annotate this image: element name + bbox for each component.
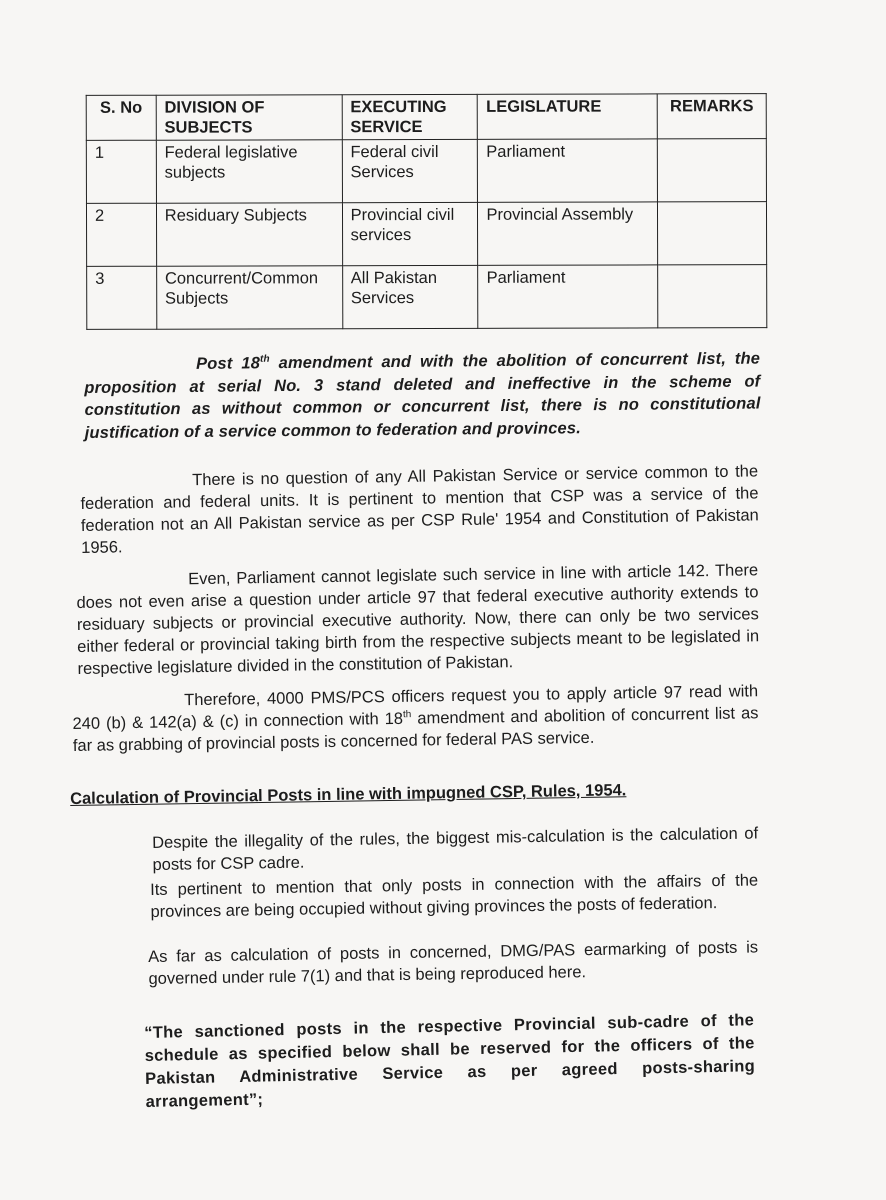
section-heading: Calculation of Provincial Posts in line with impugned CSP, Rules, 1954. <box>70 781 627 808</box>
header-division: DIVISION OF SUBJECTS <box>156 95 342 140</box>
cell-division: Concurrent/Common Subjects <box>156 266 342 329</box>
header-legislature: LEGISLATURE <box>478 94 658 139</box>
cell-remarks <box>658 265 767 328</box>
table-row <box>86 202 766 267</box>
paragraph-article-142: Even, Parliament cannot legislate such service in line with article 142. There does not even arise a question under article 97 that federal executive authority extends to residuary subjects or provincial executive authority. Now, there can only be two services either federal or provincial taking birth from the respective subjects meant to be legislated in respective legislature divided in the constitution of Pakistan. <box>76 561 760 678</box>
cell-division: Residuary Subjects <box>156 203 342 266</box>
cell-service: Provincial civil services <box>342 202 478 265</box>
cell-remarks <box>657 139 766 202</box>
quoted-rule: “The sanctioned posts in the respective Provincial sub-cadre of the schedule as specified below shall be reserved for the officers of the Pakistan Administrative Service as per agreed posts-sharing arrangement”; <box>144 1011 756 1111</box>
header-remarks: REMARKS <box>657 94 766 139</box>
section-illegality: Despite the illegality of the rules, the biggest mis-calculation is the calculation of posts for CSP cadre. <box>152 824 759 874</box>
header-service: EXECUTING SERVICE <box>342 94 478 139</box>
cell-sno: 2 <box>86 203 156 266</box>
cell-remarks <box>658 202 767 265</box>
cell-sno: 3 <box>87 266 157 329</box>
section-rule-7-1: As far as calculation of posts in concerned, DMG/PAS earmarking of posts is governed under rule 7(1) and that is being reproduced here. <box>148 938 759 988</box>
cell-legislature: Parliament <box>478 139 658 202</box>
section-posts-occupied: Its pertinent to mention that only posts in connection with the affairs of the provinces are being occupied without giving provinces the posts of federation. <box>150 871 759 921</box>
cell-division: Federal legislative subjects <box>156 140 342 203</box>
cell-legislature: Provincial Assembly <box>478 202 658 265</box>
cell-sno: 1 <box>86 140 156 203</box>
paragraph-all-pakistan-service: There is no question of any All Pakistan Service or service common to the federation and federal units. It is pertinent to mention that CSP was a service of the federation not an All Pakistan service as per CSP Rule' 1954 and Constitution of Pakistan 1956. <box>80 462 759 557</box>
cell-service: All Pakistan Services <box>342 265 478 328</box>
paragraph-amendment: Post 18th amendment and with the abolition of concurrent list, the proposition at serial No. 3 stand deleted and ineffective in the scheme of constitution as without common or concurrent list, there is no constitutional justification of a service common to federation and provinces. <box>84 349 761 442</box>
table-row <box>86 139 766 204</box>
services-table <box>86 93 768 330</box>
table-row <box>87 265 767 330</box>
cell-service: Federal civil Services <box>342 139 478 202</box>
paragraph-request: Therefore, 4000 PMS/PCS officers request you to apply article 97 read with 240 (b) & 142(a) & (c) in connection with 18th amendment and abolition of concurrent list as far as grabbing of provincial posts is concerned for federal PAS service. <box>72 682 759 755</box>
cell-legislature: Parliament <box>478 265 658 328</box>
table-header-row <box>86 94 766 141</box>
header-sno: S. No <box>86 95 156 140</box>
